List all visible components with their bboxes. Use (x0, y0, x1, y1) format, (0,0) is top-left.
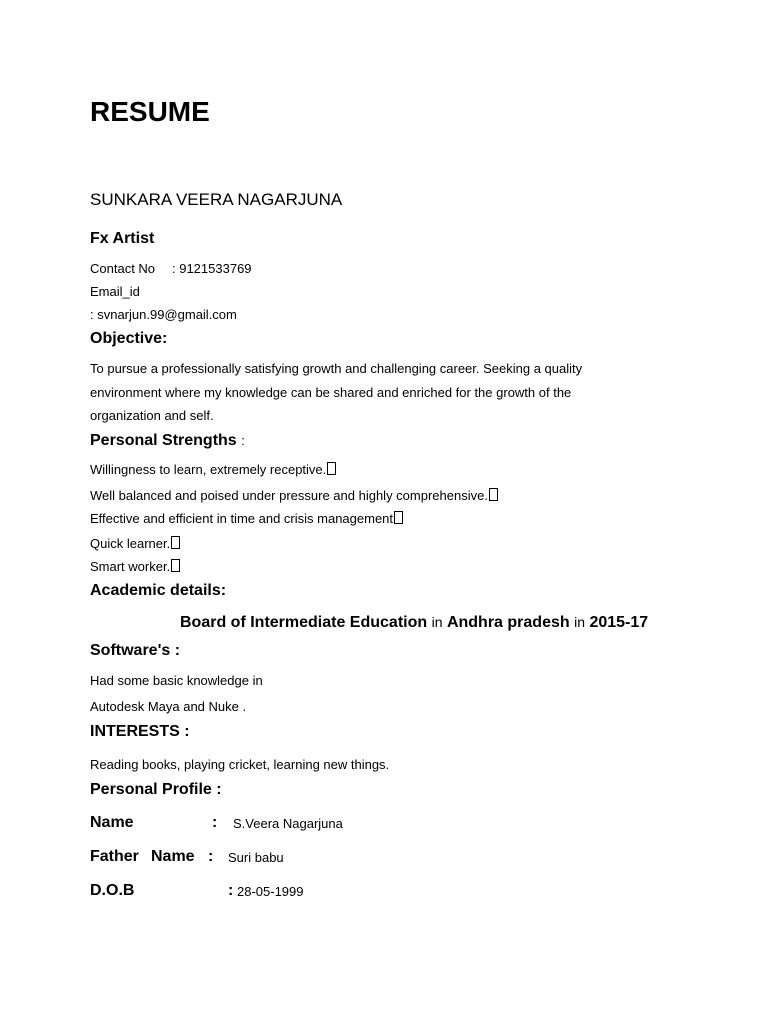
profile-dob-label: D.O.B (90, 882, 135, 899)
academic-state: Andhra pradesh (446, 614, 570, 631)
strength-text: Effective and efficient in time and crisis management (90, 511, 394, 526)
missing-glyph-icon (171, 536, 180, 549)
interests-text: Reading books, playing cricket, learning new things. (90, 757, 390, 772)
profile-father-label: Father (90, 848, 139, 865)
academic-heading: Academic details: (90, 582, 227, 599)
profile-dob-value: 28-05-1999 (237, 884, 304, 899)
strength-item (90, 511, 403, 526)
profile-heading: Personal Profile : (90, 781, 222, 798)
software-line: Autodesk Maya and Nuke . (90, 699, 247, 714)
profile-name-colon: : (212, 814, 218, 831)
objective-line: organization and self. (90, 408, 214, 423)
strength-text: Willingness to learn, extremely receptive. (90, 462, 327, 477)
page-title: RESUME (90, 96, 210, 127)
full-name: SUNKARA VEERA NAGARJUNA (90, 190, 343, 209)
contact-label: Contact No (90, 261, 156, 276)
academic-in: in (431, 614, 443, 630)
academic-entry (180, 614, 648, 632)
strengths-heading-row (90, 432, 245, 450)
academic-in: in (574, 614, 585, 630)
strength-item (90, 559, 180, 574)
strength-text: Quick learner. (90, 536, 171, 551)
contact-value: : 9121533769 (172, 261, 252, 276)
interests-heading: INTERESTS : (90, 723, 190, 740)
missing-glyph-icon (394, 511, 403, 524)
strength-item (90, 536, 180, 551)
academic-year: 2015-17 (589, 614, 649, 631)
strength-text: Smart worker. (90, 559, 171, 574)
objective-heading: Objective: (90, 330, 168, 347)
email-label: Email_id (90, 284, 140, 299)
strengths-heading: Personal Strengths (90, 432, 237, 449)
profile-father-label-2: Name (151, 848, 195, 865)
strengths-heading-colon: : (241, 433, 245, 448)
strength-item (90, 462, 336, 477)
profile-father-value: Suri babu (228, 850, 284, 865)
objective-line: environment where my knowledge can be shared and enriched for the growth of the (90, 385, 572, 400)
missing-glyph-icon (327, 462, 336, 475)
missing-glyph-icon (171, 559, 180, 572)
email-value: : svnarjun.99@gmail.com (90, 307, 237, 322)
software-heading: Software's : (90, 642, 181, 659)
profile-father-colon: : (208, 848, 214, 865)
objective-line: To pursue a professionally satisfying growth and challenging career. Seeking a quality (90, 361, 583, 376)
profile-name-value: S.Veera Nagarjuna (233, 816, 343, 831)
role-title: Fx Artist (90, 230, 155, 247)
profile-dob-colon: : (228, 882, 234, 899)
missing-glyph-icon (489, 488, 498, 501)
academic-board: Board of Intermediate Education (180, 614, 428, 631)
strength-text: Well balanced and poised under pressure and highly comprehensive. (90, 488, 488, 503)
profile-name-label: Name (90, 814, 134, 831)
software-line: Had some basic knowledge in (90, 673, 263, 688)
strength-item (90, 488, 498, 503)
